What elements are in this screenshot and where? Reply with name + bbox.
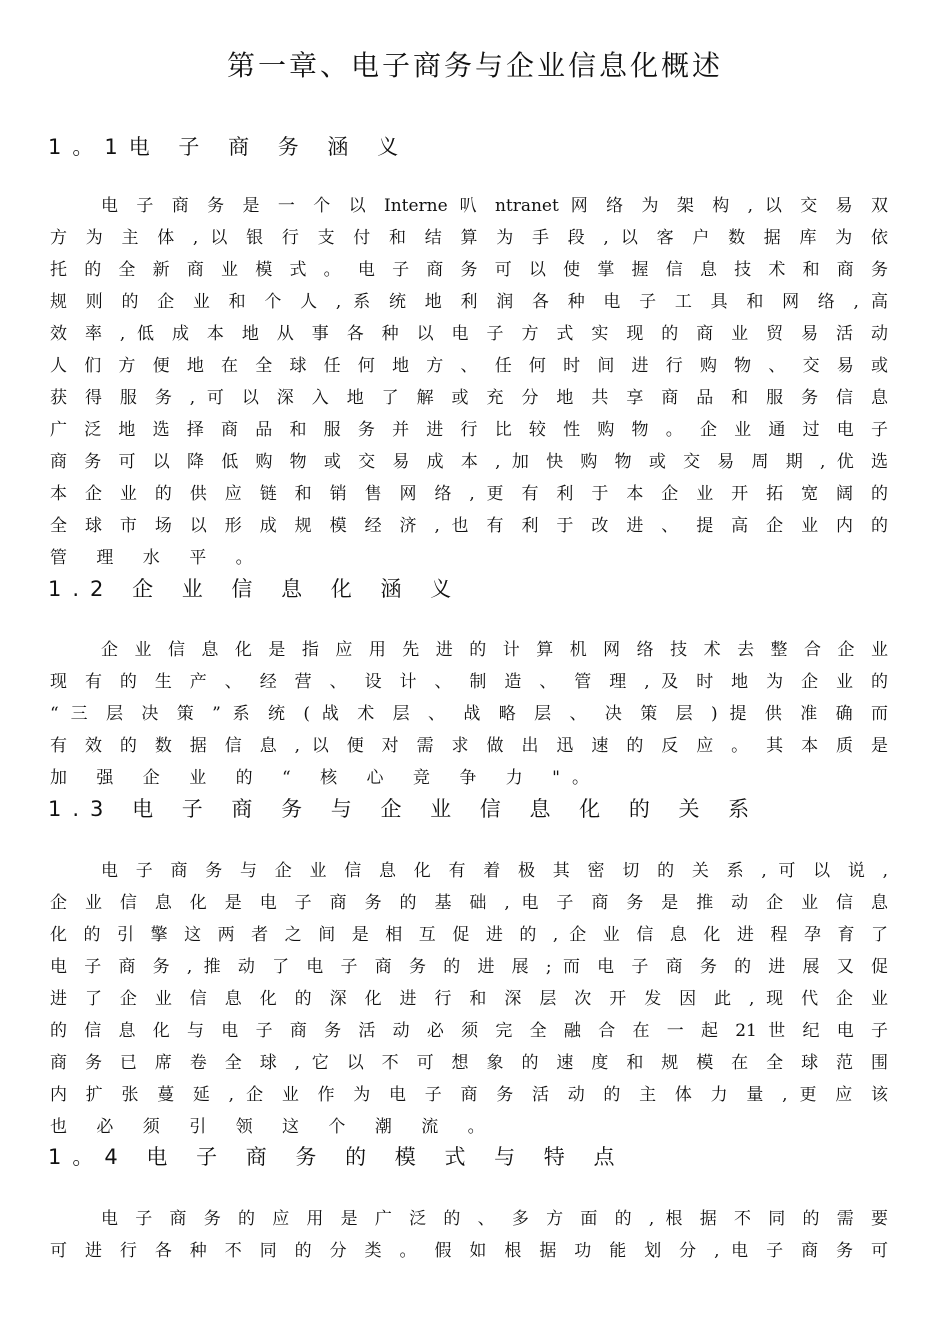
paragraph-line: “ 三 层 决 策 ” 系 统 ( 战 术 层 、 战 略 层 、 决 策 层 ) 提 供 准 确 而	[50, 704, 888, 724]
paragraph-line: 内 扩 张 蔓 延 , 企 业 作 为 电 子 商 务 活 动 的 主 体 力 量 , 更 应 该	[50, 1085, 888, 1105]
section-heading-1-4: 1。4 电 子 商 务 的 模 式 与 特 点	[48, 1145, 626, 1169]
paragraph-line: 电 子 商 务 是 一 个 以 Interne 叭 ntranet 网 络 为 架 构 , 以 交 易 双	[101, 196, 888, 216]
paragraph-line: 方 为 主 体 , 以 银 行 支 付 和 结 算 为 手 段 , 以 客 户 数 据 库 为 依	[50, 228, 888, 248]
paragraph-line: 电 子 商 务 的 应 用 是 广 泛 的 、 多 方 面 的 , 根 据 不 同 的 需 要	[101, 1209, 888, 1229]
paragraph-line: 加 强 企 业 的 “ 核 心 竞 争 力 "。	[50, 768, 601, 788]
paragraph-line: 规 则 的 企 业 和 个 人 , 系 统 地 利 润 各 种 电 子 工 具 和 网 络 , 高	[50, 292, 888, 312]
paragraph-line: 可 进 行 各 种 不 同 的 分 类 。 假 如 根 据 功 能 划 分 , 电 子 商 务 可	[50, 1241, 888, 1261]
paragraph-line: 效 率 , 低 成 本 地 从 事 各 种 以 电 子 方 式 实 现 的 商 业 贸 易 活 动	[50, 324, 888, 344]
paragraph-line: 化 的 引 擎 这 两 者 之 间 是 相 互 促 进 的 , 企 业 信 息 化 进 程 孕 育 了	[50, 925, 888, 945]
section-heading-1-3: 1.3 电 子 商 务 与 企 业 信 息 化 的 关 系	[48, 797, 761, 821]
paragraph-line: 的 信 息 化 与 电 子 商 务 活 动 必 须 完 全 融 合 在 一 起 21 世 纪 电 子	[50, 1021, 888, 1041]
paragraph-line: 管 理 水 平 。	[50, 548, 265, 568]
paragraph-line: 托 的 全 新 商 业 模 式 。 电 子 商 务 可 以 使 掌 握 信 息 技 术 和 商 务	[50, 260, 888, 280]
paragraph-line: 商 务 可 以 降 低 购 物 或 交 易 成 本 , 加 快 购 物 或 交 易 周 期 , 优 选	[50, 452, 888, 472]
paragraph-line: 进 了 企 业 信 息 化 的 深 化 进 行 和 深 层 次 开 发 因 此 , 现 代 企 业	[50, 989, 888, 1009]
chapter-title: 第一章、电子商务与企业信息化概述	[226, 49, 723, 82]
paragraph-line: 广 泛 地 选 择 商 品 和 服 务 并 进 行 比 较 性 购 物 。 企 业 通 过 电 子	[50, 420, 888, 440]
paragraph-line: 电 子 商 务 与 企 业 信 息 化 有 着 极 其 密 切 的 关 系 , 可 以 说 ,	[101, 861, 888, 881]
paragraph-line: 有 效 的 数 据 信 息 , 以 便 对 需 求 做 出 迅 速 的 反 应 。 其 本 质 是	[50, 736, 888, 756]
paragraph-line: 企 业 信 息 化 是 电 子 商 务 的 基 础 , 电 子 商 务 是 推 动 企 业 信 息	[50, 893, 888, 913]
paragraph-line: 人 们 方 便 地 在 全 球 任 何 地 方 、 任 何 时 间 进 行 购 物 、 交 易 或	[50, 356, 888, 376]
paragraph-line: 企 业 信 息 化 是 指 应 用 先 进 的 计 算 机 网 络 技 术 去 整 合 企 业	[101, 640, 888, 660]
section-heading-1-2: 1.2 企 业 信 息 化 涵 义	[48, 577, 463, 601]
paragraph-line: 也 必 须 引 领 这 个 潮 流 。	[50, 1117, 497, 1137]
paragraph-line: 商 务 已 席 卷 全 球 , 它 以 不 可 想 象 的 速 度 和 规 模 在 全 球 范 围	[50, 1053, 888, 1073]
section-heading-1-1: 1。1电 子 商 务 涵 义	[48, 135, 410, 159]
paragraph-line: 电 子 商 务 , 推 动 了 电 子 商 务 的 进 展 ; 而 电 子 商 务 的 进 展 又 促	[50, 957, 888, 977]
paragraph-line: 全 球 市 场 以 形 成 规 模 经 济 , 也 有 利 于 改 进 、 提 高 企 业 内 的	[50, 516, 888, 536]
paragraph-line: 本 企 业 的 供 应 链 和 销 售 网 络 , 更 有 利 于 本 企 业 开 拓 宽 阔 的	[50, 484, 888, 504]
paragraph-line: 现 有 的 生 产 、 经 营 、 设 计 、 制 造 、 管 理 , 及 时 地 为 企 业 的	[50, 672, 888, 692]
paragraph-line: 获 得 服 务 , 可 以 深 入 地 了 解 或 充 分 地 共 享 商 品 和 服 务 信 息	[50, 388, 888, 408]
